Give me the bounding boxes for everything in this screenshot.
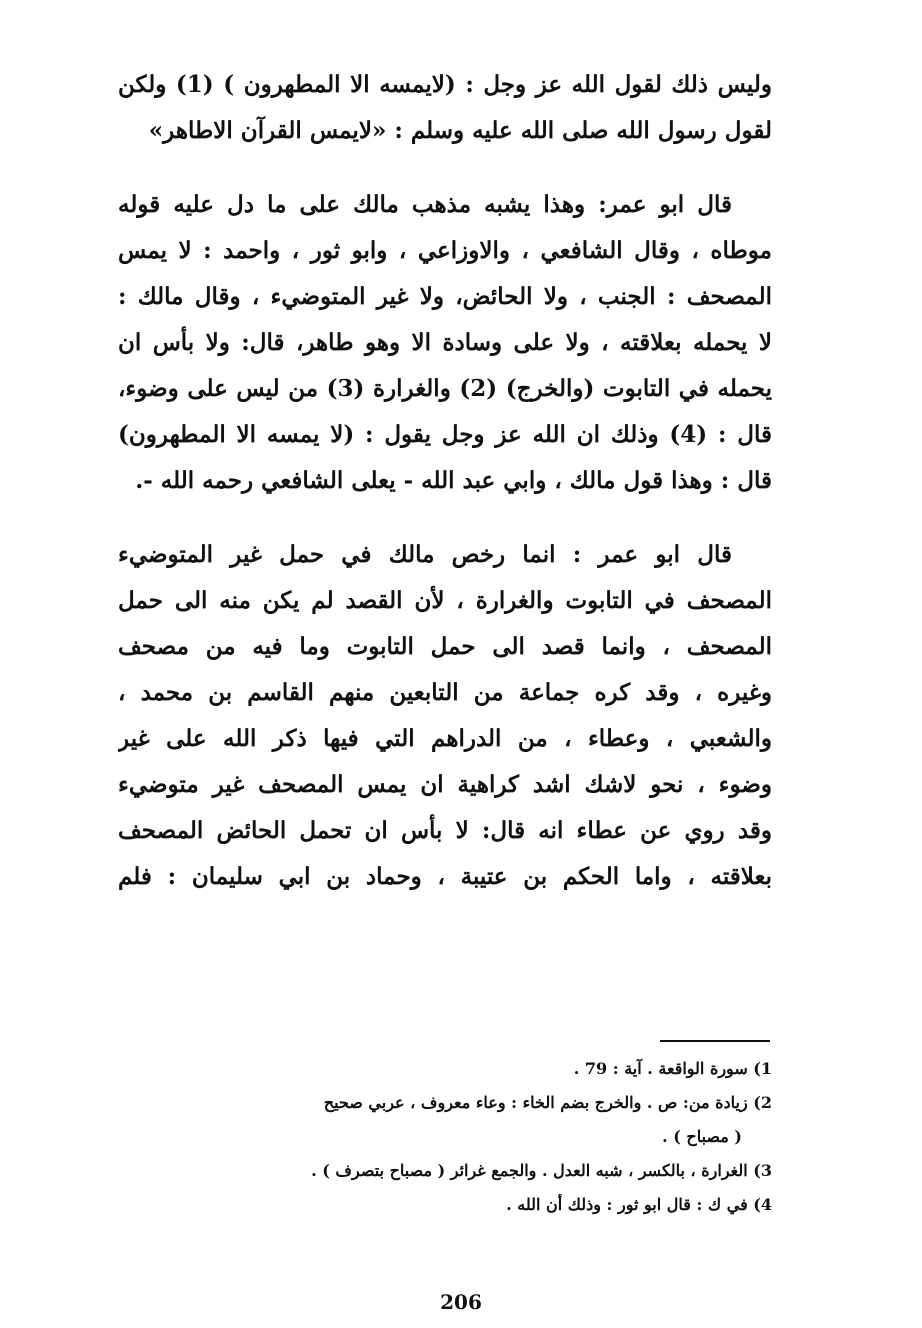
paragraph-3	[118, 532, 772, 900]
footnote-divider	[660, 1040, 770, 1042]
text-line: وضوء ، نحو لاشك اشد كراهية ان يمس المصحف غير متوضيء	[118, 771, 772, 798]
footnote-4: 4) في ك : قال ابو ثور : وذلك أن الله .	[506, 1195, 772, 1214]
page-number: 206	[440, 1290, 482, 1314]
text-line: المصحف في التابوت والغرارة ، لأن القصد لم يكن منه الى حمل	[118, 587, 772, 614]
text-line: يحمله في التابوت (والخرج) (2) والغرارة (3) من ليس على وضوء،	[118, 375, 772, 402]
footnote-3: 3) الغرارة ، بالكسر ، شبه العدل . والجمع غرائر ( مصباح بتصرف ) .	[311, 1161, 772, 1180]
text-line: والشعبي ، وعطاء ، من الدراهم التي فيها ذكر الله على غير	[118, 725, 772, 752]
text-line: لا يحمله بعلاقته ، ولا على وسادة الا وهو طاهر، قال: ولا بأس ان	[118, 329, 772, 356]
text-line: المصحف : الجنب ، ولا الحائض، ولا غير المتوضيء ، وقال مالك :	[118, 283, 772, 310]
text-line: وغيره ، وقد كره جماعة من التابعين منهم القاسم بن محمد ،	[118, 679, 772, 706]
paragraph-2	[118, 182, 772, 504]
body-text	[118, 62, 772, 928]
footnote-1: 1) سورة الواقعة . آية : 79 .	[573, 1059, 772, 1078]
text-line: وقد روي عن عطاء انه قال: لا بأس ان تحمل الحائض المصحف	[118, 817, 772, 844]
text-line: بعلاقته ، واما الحكم بن عتيبة ، وحماد بن ابي سليمان : فلم	[118, 863, 772, 890]
text-line: قال ابو عمر : انما رخص مالك في حمل غير المتوضيء	[118, 541, 732, 568]
footnote-2-continuation: ( مصباح ) .	[662, 1127, 742, 1146]
text-line: موطاه ، وقال الشافعي ، والاوزاعي ، وابو ثور ، واحمد : لا يمس	[118, 237, 772, 264]
text-line: المصحف ، وانما قصد الى حمل التابوت وما فيه من مصحف	[118, 633, 772, 660]
text-line: قال : وهذا قول مالك ، وابي عبد الله - يعلى الشافعي رحمه الله -.	[135, 467, 772, 494]
footnotes	[118, 1052, 772, 1222]
text-line: قال ابو عمر: وهذا يشبه مذهب مالك على ما دل عليه قوله	[118, 191, 732, 218]
text-line: لقول رسول الله صلى الله عليه وسلم : «لايمس القرآن الاطاهر»	[148, 117, 772, 144]
paragraph-1	[118, 62, 772, 154]
text-line: وليس ذلك لقول الله عز وجل : (لايمسه الا المطهرون ) (1) ولكن	[118, 71, 772, 98]
text-line: قال : (4) وذلك ان الله عز وجل يقول : (لا يمسه الا المطهرون)	[118, 421, 772, 448]
footnote-2: 2) زيادة من: ص . والخرج بضم الخاء : وعاء معروف ، عربي صحيح	[323, 1093, 772, 1112]
